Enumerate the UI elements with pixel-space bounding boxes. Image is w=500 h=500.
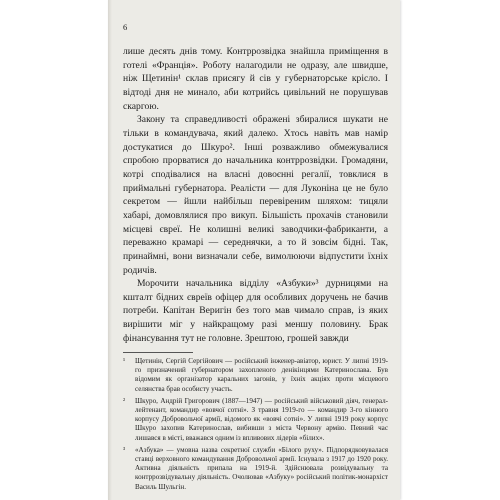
footnote-separator [123,352,193,353]
footnote [123,357,388,394]
paragraph: Закону та справедливості ображені збиралися шукати не тільки в командувача, який далеко. Хтось навіть мав намір достукатися до Шкуро². Інші розважливо обмежувалися спробою прорватися до начальника контррозвідки. Громадяни, котрі сподівалися на власні довоєнні регалії, товклися в приймальні губернатора. Реалісти — для Луконіна це не було секретом — йшли найбільш перевіреним шляхом: тицяли хабарі, домовлялися про викуп. Більшість прохачів становили місцеві євреї. Не колишні великі заводчики-фабриканти, а переважно крамарі — середнячки, а то й зовсім бідні. Так, принаймні, вони визначали себе, вимолюючи відпустити їхніх родичів. [123,114,388,276]
book-page [108,0,400,500]
paragraph: лише десять днів тому. Контррозвідка знайшла приміщення в готелі «Франція». Роботу налагодили не одразу, але швидше, ніж Щетинін¹ склав присягу й сів у губернаторське крісло. І відтоді дня не минало, аби котрийсь цивільний не порушував скаргою. [123,46,388,112]
main-text [123,45,388,345]
spine-shadow [108,0,112,500]
page-number: 6 [123,22,128,32]
footnote [123,446,388,492]
footnote-number: ¹ [123,357,126,365]
footnotes [123,357,388,495]
footnote-text: «Азбука» — умовна назва секретної служби «Білого руху». Підпорядковувалася ставці верховного командування Добровольчої армії. Існувала з 1917 до 1920 року. Активна діяльність припала на 1919-й. Здійснювала розвідувальну та контррозвідувальну діяльність. Очолював «Азбуку» російський політик-монархіст Василь Шульгін. [135,445,388,491]
footnote-number: ² [123,396,126,405]
footnote-text: Щетинін, Сергій Сергійович — російський інженер-авіатор, юрист. У липні 1919-го призначений губернатором захопленого денікінцями Катеринослава. Був відомим як організатор каральних загонів, у їхніх акціях проти місцевого селянства брав особисту участь. [135,357,388,393]
paragraph: Морочити начальника відділу «Азбуки»³ дурницями на кшталт бідних євреїв офіцер для особливих доручень не бачив потреби. Капітан Веригін без того мав чимало справ, із яких вирішити міг у найкращому разі меншу половину. Брак фінансування тут не головне. Зрештою, грошей завжди [123,278,388,344]
footnote-number: ³ [123,445,126,454]
footnote-text: Шкуро, Андрій Григорович (1887—1947) — російський військовий діяч, генерал-лейтенант, командир «вовчої сотні». З травня 1919-го — командир 3-го кінного корпусу Добровольчої армії, відомого як «вовчі сотні». У липні 1919 року корпус Шкуро захопив Катеринослав, вибивши з міста Червону армію. Певний час лишався в місті, вважався одним із впливових лідерів «білих». [135,396,388,442]
footnote [123,397,388,443]
